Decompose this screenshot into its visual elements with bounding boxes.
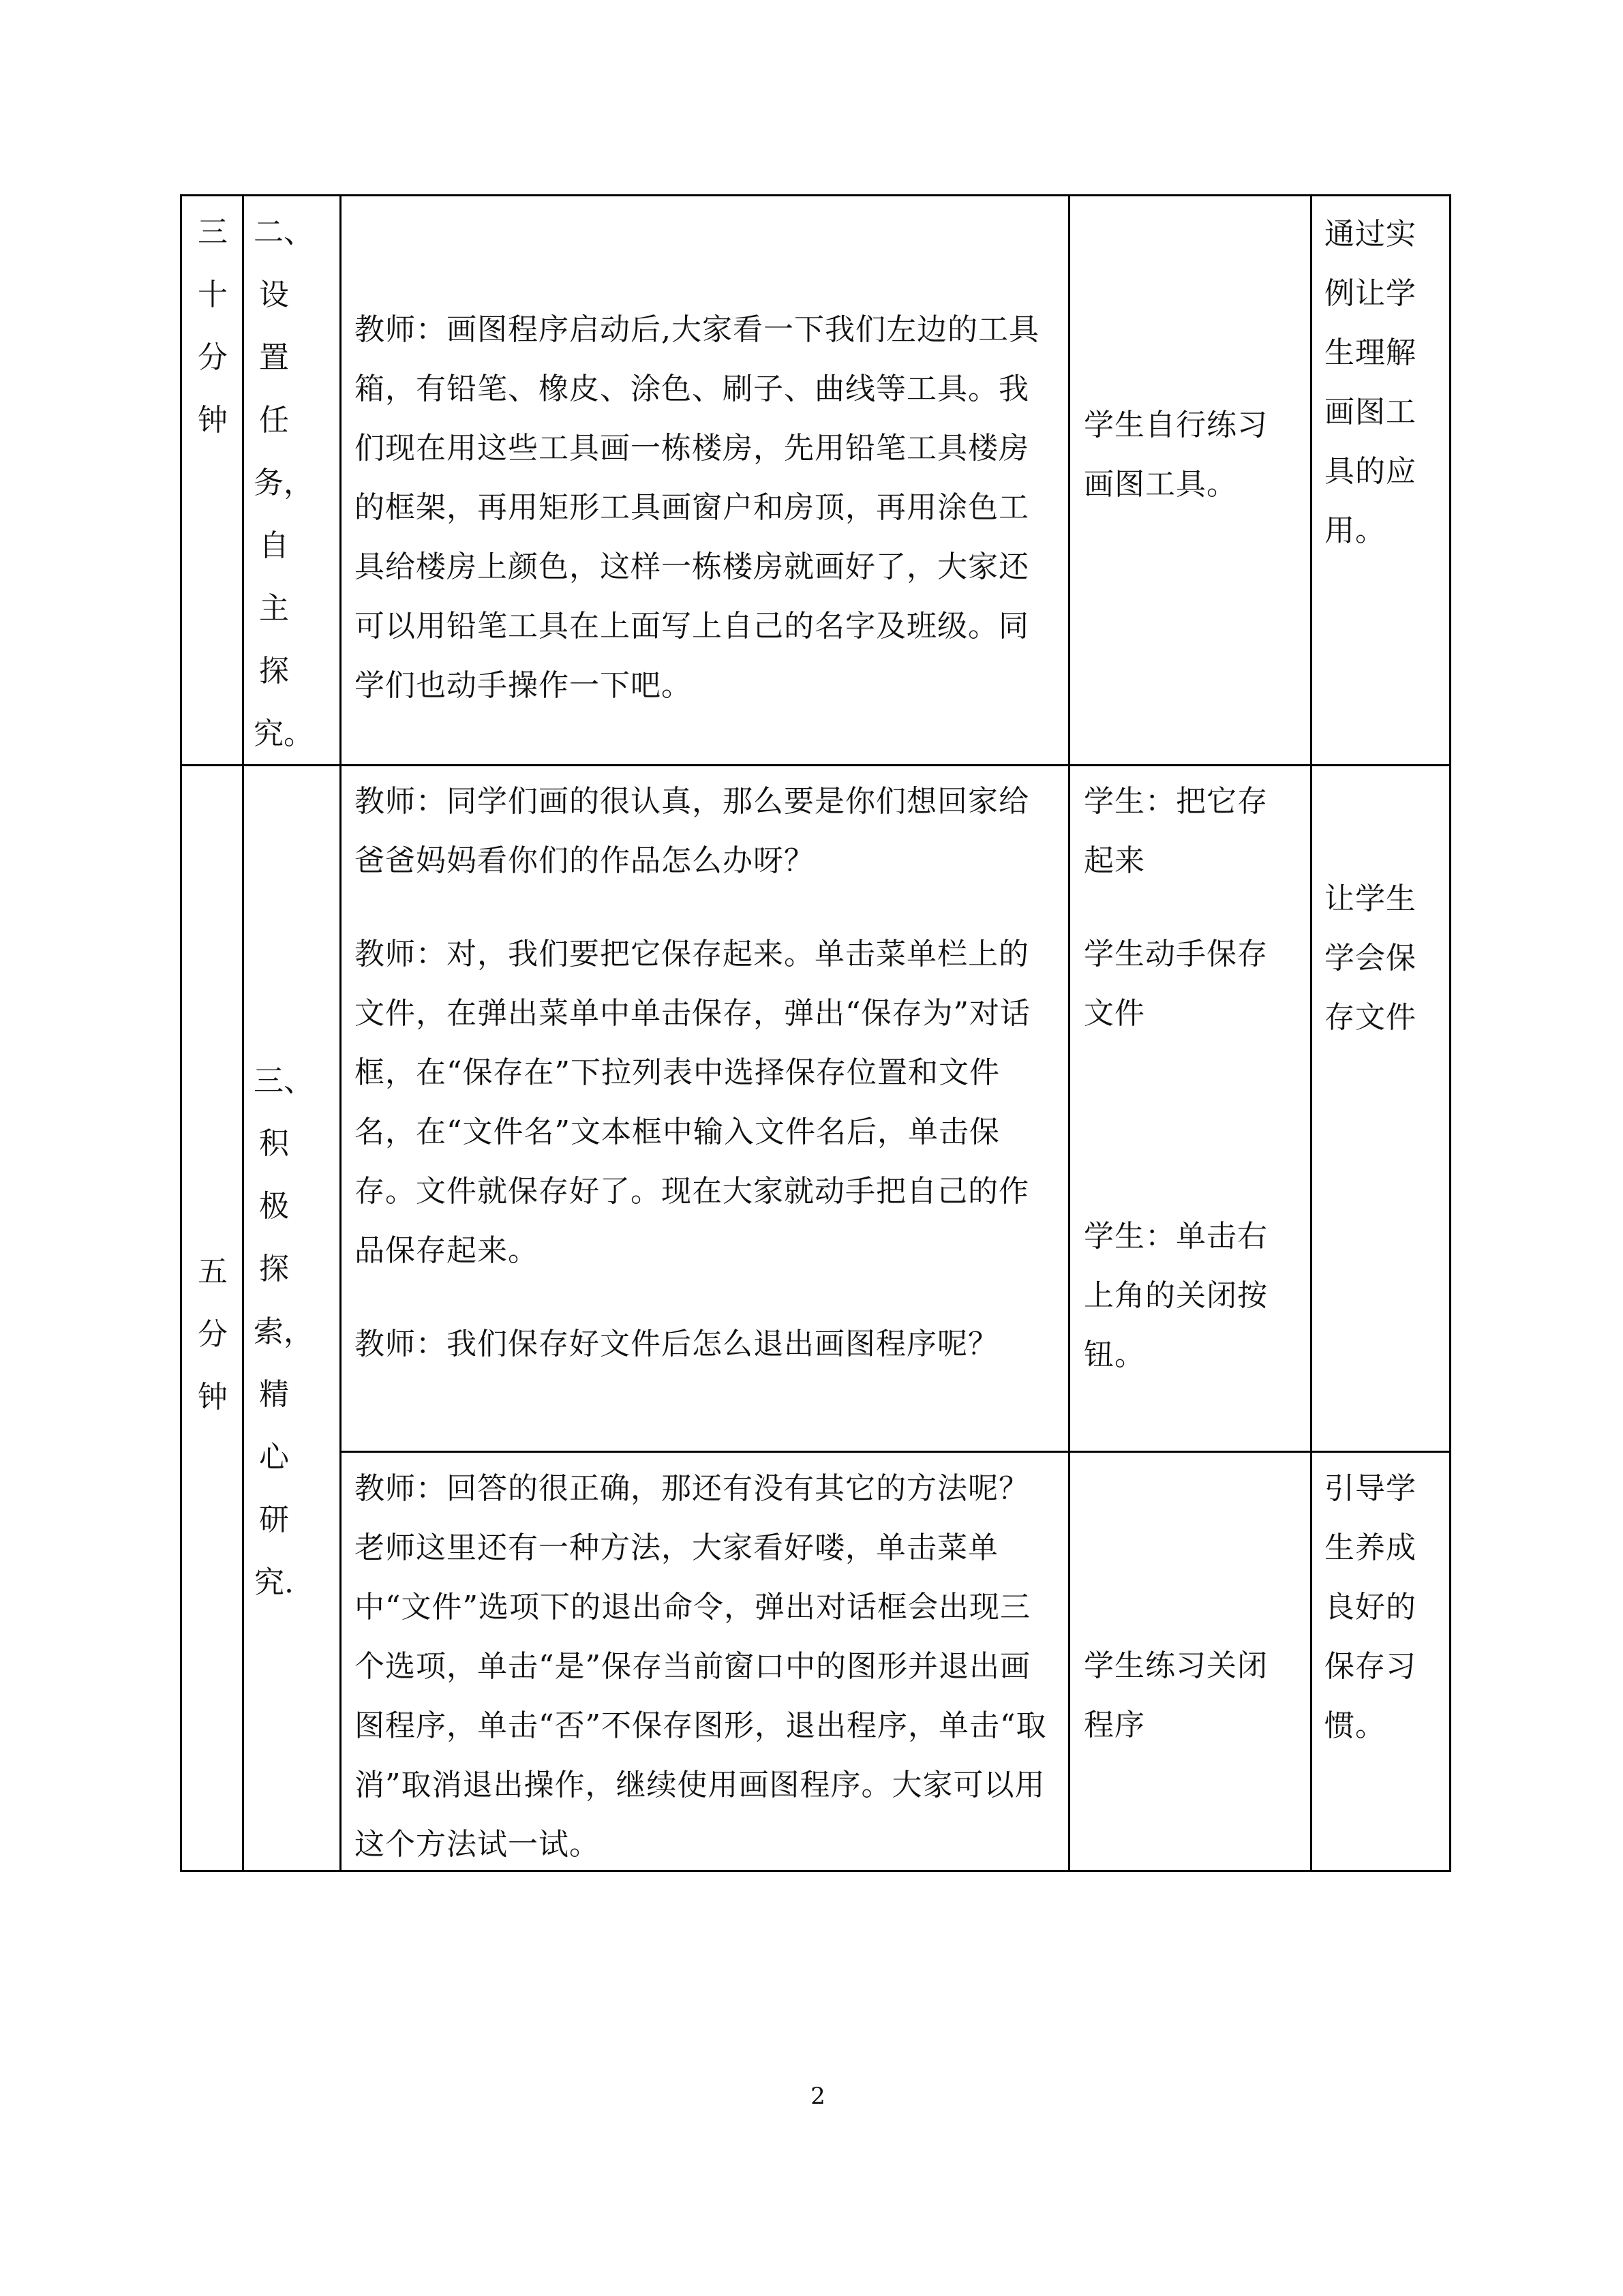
teacher-paragraph: 教师：画图程序启动后,大家看一下我们左边的工具箱，有铅笔、橡皮、涂色、刷子、曲线等工具。我们现在用这些工具画一栋楼房，先用铅笔工具楼房的框架，再用矩形工具画窗户和房顶，再用涂色工具给楼房上颜色，这样一栋楼房就画好了，大家还可以用铅笔工具在上面写上自己的名字及班级。同学们也动手操作一下吧。 <box>354 312 1040 703</box>
student-cell-row1 <box>1084 395 1288 514</box>
intent-cell-row2: 让学生学会保存文件 <box>1324 881 1416 1035</box>
column-divider-3 <box>1068 194 1070 1872</box>
table-border-right <box>1449 194 1451 1872</box>
column-divider-4 <box>1310 194 1312 1872</box>
student-paragraph-2: 学生动手保存文件 <box>1084 937 1268 1031</box>
table-border-top <box>180 194 1451 196</box>
column-divider-1 <box>242 194 244 1872</box>
intent-cell-row1: 通过实例让学生理解画图工具的应用。 <box>1324 217 1416 548</box>
teacher-paragraph-2: 教师：对，我们要把它保存起来。单击菜单栏上的文件，在弹出菜单中单击保存，弹出“保存为”对话框，在“保存在”下拉列表中选择保存位置和文件名，在“文件名”文本框中输入文件名后，单击保存。文件就保存好了。现在大家就动手把自己的作品保存起来。 <box>354 937 1031 1268</box>
student-cell-row3 <box>1084 1636 1288 1755</box>
teacher-paragraph-1: 教师：同学们画的很认真，那么要是你们想回家给爸爸妈妈看你们的作品怎么办呀？ <box>354 784 1029 878</box>
teacher-paragraph-3: 教师：我们保存好文件后怎么退出画图程序呢？ <box>354 1327 999 1361</box>
student-paragraph-1: 学生：把它存起来 <box>1084 784 1268 878</box>
row-divider-2 <box>339 1451 1451 1453</box>
teacher-cell-row3 <box>354 1459 1057 1874</box>
teacher-cell-row1 <box>354 300 1057 715</box>
row-divider-1 <box>180 764 1451 766</box>
teacher-paragraph: 教师：回答的很正确，那还有没有其它的方法呢？老师这里还有一种方法，大家看好喽，单击菜单中“文件”选项下的退出命令，弹出对话框会出现三个选项，单击“是”保存当前窗口中的图形并退出画图程序，单击“否”不保存图形，退出程序，单击“取消”取消退出操作，继续使用画图程序。大家可以用这个方法试一试。 <box>354 1471 1047 1862</box>
page-number: 2 <box>810 2083 825 2110</box>
student-paragraph-3: 学生：单击右上角的关闭按钮。 <box>1084 1219 1268 1372</box>
student-cell-row2 <box>1084 772 1288 1385</box>
time-cell-row1: 三十分钟 <box>198 215 228 438</box>
intent-cell-row3: 引导学生养成良好的保存习惯。 <box>1324 1471 1416 1743</box>
column-divider-2 <box>339 194 342 1872</box>
student-paragraph: 学生自行练习画图工具。 <box>1084 408 1268 502</box>
stage-cell-row2: 三、积极探索，精心研究. <box>254 1063 314 1600</box>
table-border-left <box>180 194 182 1872</box>
stage-cell-row1: 二、设置任务，自主探究。 <box>254 215 314 751</box>
teacher-cell-row2 <box>354 772 1057 1374</box>
time-cell-row2: 五分钟 <box>198 1254 228 1415</box>
student-paragraph: 学生练习关闭程序 <box>1084 1648 1268 1742</box>
